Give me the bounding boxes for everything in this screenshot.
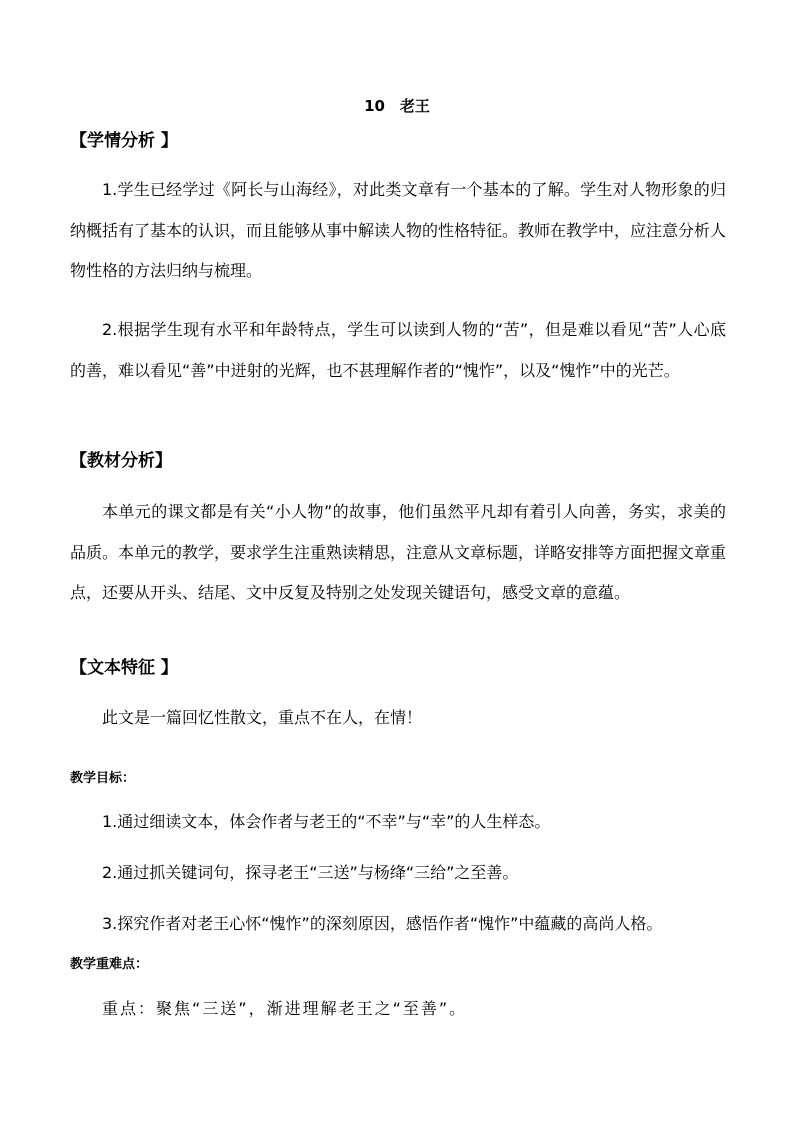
section-heading-textbook-analysis: 【教材分析】 [70, 451, 172, 471]
teaching-goal-item-1: 1.通过细读文本，体会作者与老王的“不幸”与“幸”的人生样态。 [102, 812, 551, 831]
paragraph-learning-analysis-1: 1.学生已经学过《阿长与山海经》，对此类文章有一个基本的了解。学生对人物形象的归纳概括有了基本的认识，而且能够从事中解读人物的性格特征。教师在教学中，应注意分析人物性格的方法归纳与梳理。 [70, 180, 727, 280]
key-difficulty-item-1: 重点：聚焦“三送”，渐进理解老王之“至善”。 [102, 999, 468, 1018]
section-heading-teaching-goals: 教学目标： [70, 771, 136, 786]
paragraph-text-features-1: 此文是一篇回忆性散文，重点不在人，在情！ [102, 708, 423, 727]
teaching-goal-item-2: 2.通过抓关键词句，探寻老王“三送”与杨绛“三给”之至善。 [102, 863, 519, 882]
paragraph-learning-analysis-2: 2.根据学生现有水平和年龄特点，学生可以读到人物的“苦”，但是难以看见“苦”人心底的善，难以看见“善”中迸射的光辉，也不甚理解作者的“愧怍”，以及“愧怍”中的光芒。 [70, 320, 726, 380]
teaching-goal-item-3: 3.探究作者对老王心怀“愧怍”的深刻原因，感悟作者“愧怍”中蕴藏的高尚人格。 [102, 914, 663, 933]
section-heading-key-difficulties: 教学重难点： [70, 957, 149, 972]
document-title: 10 老王 [364, 97, 430, 115]
section-heading-learning-analysis: 【学情分析 】 [70, 131, 178, 151]
paragraph-textbook-analysis-1: 本单元的课文都是有关“小人物”的故事，他们虽然平凡却有着引人向善，务实，求美的品质。本单元的教学，要求学生注重熟读精思，注意从文章标题，详略安排等方面把握文章重点，还要从开头、结尾、文中反复及特别之处发现关键语句，感受文章的意蕴。 [70, 502, 727, 602]
section-heading-text-features: 【文本特征 】 [70, 658, 178, 678]
